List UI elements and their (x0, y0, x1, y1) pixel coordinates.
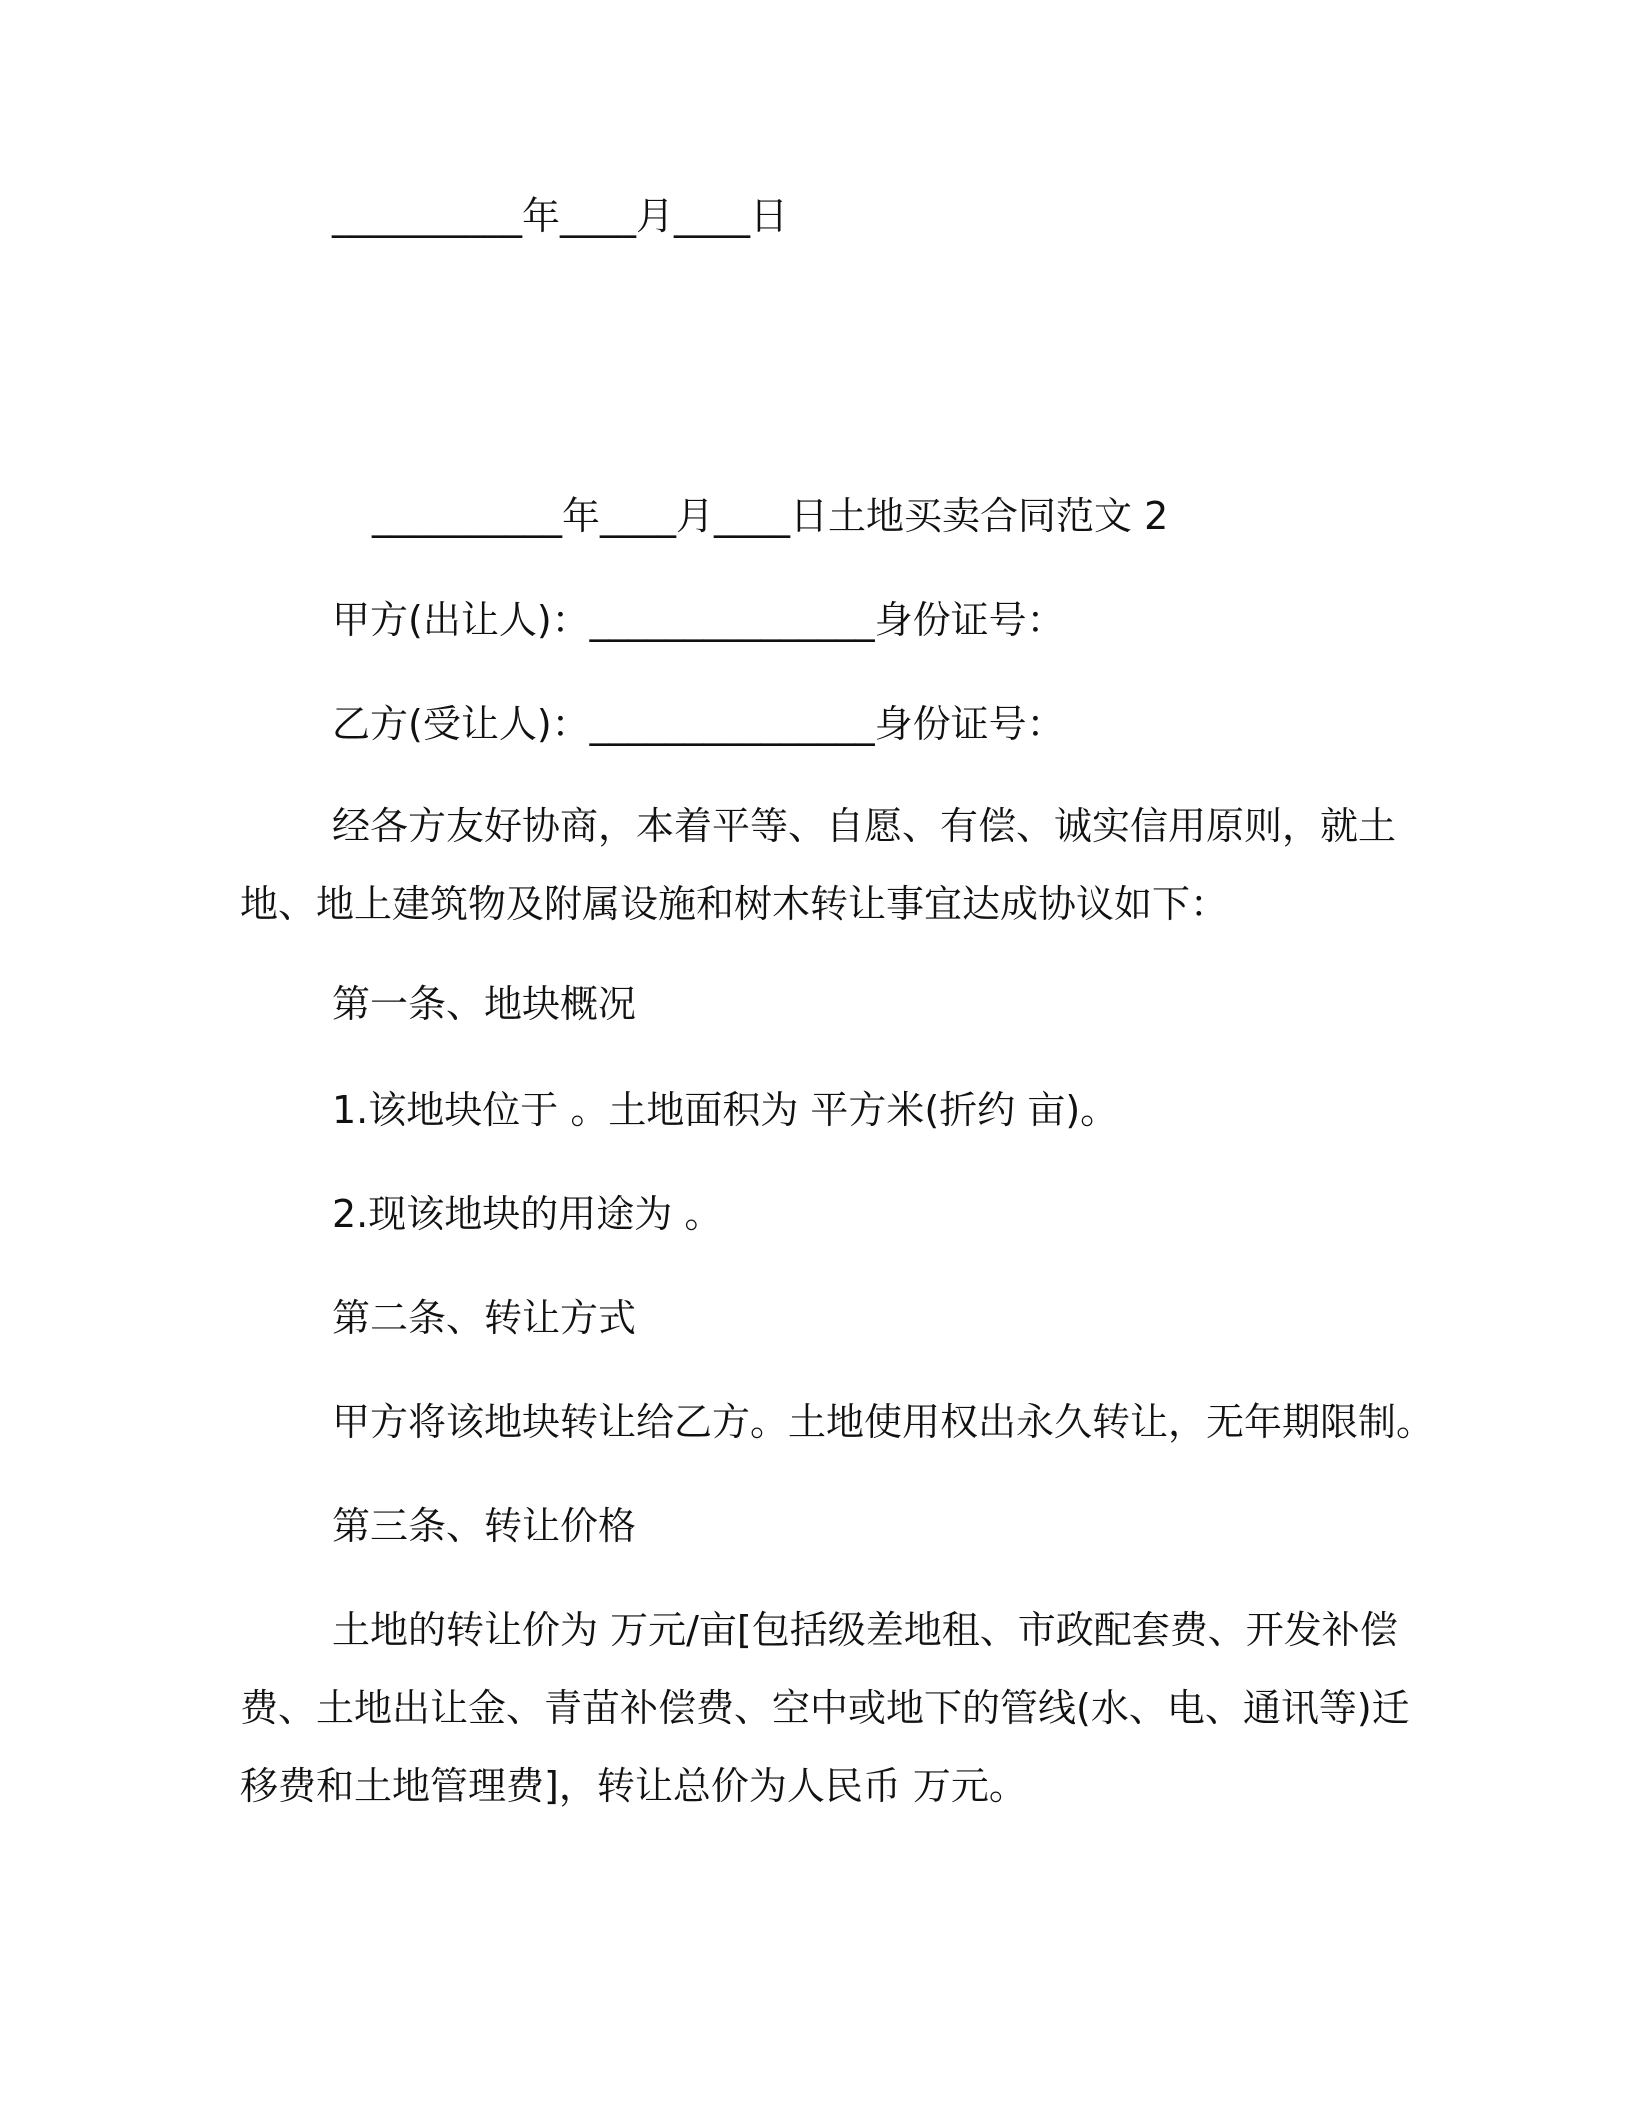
article-2-heading: 第二条、转让方式 (332, 1296, 637, 1340)
document-title: __________年____月____日土地买卖合同范文 2 (372, 494, 1169, 538)
article-3-text-line-2: 费、土地出让金、青苗补偿费、空中或地下的管线(水、电、通讯等)迁 (240, 1686, 1410, 1730)
signature-date-line: __________年____月____日 (332, 194, 789, 238)
article-2-text: 甲方将该地块转让给乙方。土地使用权出永久转让，无年期限制。 (332, 1400, 1435, 1444)
article-1-item-2: 2.现该地块的用途为 。 (332, 1192, 723, 1236)
party-b-line: 乙方(受让人)：_______________身份证号： (332, 702, 1065, 746)
intro-paragraph-line-1: 经各方友好协商，本着平等、自愿、有偿、诚实信用原则，就土 (332, 804, 1397, 848)
article-3-text-line-1: 土地的转让价为 万元/亩[包括级差地租、市政配套费、开发补偿 (332, 1608, 1398, 1652)
party-a-line: 甲方(出让人)：_______________身份证号： (332, 598, 1065, 642)
intro-paragraph-line-2: 地、地上建筑物及附属设施和树木转让事宜达成协议如下： (240, 882, 1229, 926)
article-1-heading: 第一条、地块概况 (332, 982, 637, 1026)
article-1-item-1: 1.该地块位于 。土地面积为 平方米(折约 亩)。 (332, 1088, 1119, 1132)
article-3-text-line-3: 移费和土地管理费]，转让总价为人民币 万元。 (240, 1764, 1027, 1808)
article-3-heading: 第三条、转让价格 (332, 1504, 637, 1548)
